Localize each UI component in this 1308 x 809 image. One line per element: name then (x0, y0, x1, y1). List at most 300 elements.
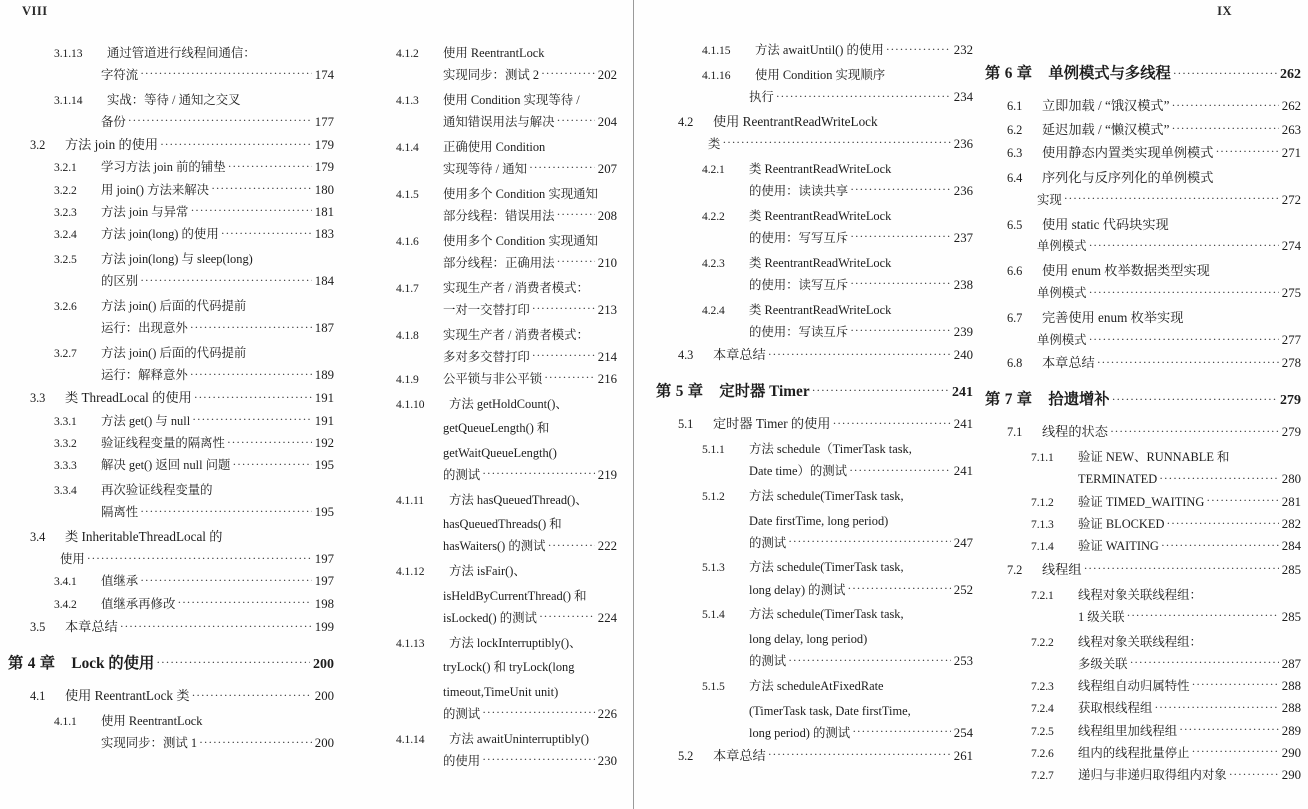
dot-leader (1215, 147, 1278, 160)
toc-entry[interactable] (350, 730, 617, 745)
dot-leader (557, 210, 595, 223)
toc-entry-number: 4.1.15 (702, 44, 731, 57)
toc-entry[interactable] (656, 254, 973, 269)
toc-entry-number: 7.2.7 (1031, 769, 1054, 783)
dot-leader (1126, 611, 1278, 624)
dot-leader (722, 138, 950, 151)
toc-column-1 (0, 44, 340, 777)
toc-entry[interactable] (8, 297, 334, 312)
toc-entry-number: 3.2.4 (54, 228, 77, 242)
toc-entry[interactable] (656, 440, 973, 455)
toc-entry[interactable] (985, 146, 1301, 160)
toc-entry-continuation[interactable] (656, 185, 973, 198)
toc-entry-title: 线程的状态 (1042, 424, 1108, 440)
toc-entry-continuation[interactable] (350, 210, 617, 223)
toc-entry-title-continued: 单例模式 (1037, 239, 1087, 254)
toc-entry-continuation[interactable] (656, 91, 973, 104)
toc-entry-continuation[interactable] (350, 683, 617, 698)
dot-leader (847, 584, 950, 597)
toc-entry-title: 方法 join 的使用 (65, 136, 159, 152)
toc-entry[interactable] (350, 491, 617, 506)
toc-entry[interactable] (350, 138, 617, 153)
toc-chapter-entry[interactable] (985, 392, 1301, 409)
dot-leader (255, 250, 331, 263)
dot-leader (529, 163, 595, 176)
dot-leader (194, 392, 312, 405)
toc-entry-continuation[interactable] (8, 69, 334, 82)
toc-entry[interactable] (985, 216, 1301, 231)
dot-leader (232, 459, 311, 472)
toc-entry[interactable] (8, 344, 334, 359)
page-number: 199 (314, 619, 334, 634)
page-number: 207 (597, 161, 617, 176)
page-number: 213 (597, 302, 617, 317)
toc-entry[interactable] (350, 634, 617, 649)
toc-entry-title: 使用 Condition 实现等待 / (443, 92, 580, 107)
toc-entry-number: 3.3.2 (54, 437, 77, 450)
toc-entry[interactable] (8, 482, 334, 497)
toc-entry[interactable] (985, 99, 1301, 113)
toc-entry[interactable] (350, 279, 617, 294)
toc-entry[interactable] (656, 417, 973, 431)
toc-column-2 (340, 44, 625, 777)
toc-entry-continuation[interactable] (985, 287, 1301, 300)
dot-leader (140, 575, 312, 588)
page-number: 279 (1280, 393, 1301, 409)
toc-entry-continuation[interactable] (656, 584, 973, 597)
dot-leader (913, 702, 970, 715)
toc-entry[interactable] (350, 232, 617, 247)
page-number: 184 (314, 274, 334, 289)
page-number: 253 (953, 654, 973, 669)
toc-entry[interactable] (8, 91, 334, 106)
toc-entry-continuation[interactable] (350, 351, 617, 364)
dot-leader (880, 113, 970, 126)
dot-leader (1171, 124, 1278, 137)
dot-leader (528, 563, 614, 576)
dot-leader (869, 631, 970, 644)
toc-entry[interactable] (985, 540, 1301, 553)
toc-entry-number: 4.2 (678, 114, 694, 129)
toc-entry[interactable] (656, 301, 973, 316)
page-number: 180 (314, 182, 334, 197)
toc-entry[interactable] (985, 633, 1301, 648)
toc-entry-continuation[interactable] (985, 240, 1301, 253)
dot-leader (849, 465, 951, 478)
dot-leader (1192, 680, 1279, 693)
toc-entry-number: 3.3.1 (54, 414, 77, 428)
toc-entry-number: 7.2.6 (1031, 746, 1054, 760)
dot-leader (258, 44, 331, 57)
toc-entry[interactable] (656, 749, 973, 763)
toc-entry[interactable] (656, 487, 973, 502)
page-number: 263 (1281, 122, 1301, 137)
toc-column-3 (634, 44, 979, 791)
toc-entry-continuation[interactable] (8, 506, 334, 519)
toc-entry-number: 3.2.1 (54, 161, 77, 175)
dot-leader (1229, 769, 1279, 782)
toc-entry-number: 4.1.2 (396, 46, 419, 60)
page-number: 280 (1281, 472, 1301, 487)
page-number: 239 (953, 324, 973, 339)
toc-entry[interactable] (985, 563, 1301, 577)
chapter-title: 拾遗增补 (1048, 391, 1110, 409)
toc-entry-continuation[interactable] (350, 587, 617, 602)
dot-leader (776, 91, 951, 104)
toc-entry-continuation[interactable] (985, 658, 1301, 671)
toc-entry-title: 类 InheritableThreadLocal 的 (65, 529, 223, 545)
toc-entry[interactable] (350, 185, 617, 200)
toc-entry-title-continued: timeout,TimeUnit unit) (443, 684, 559, 699)
toc-entry-continuation[interactable] (656, 279, 973, 292)
toc-entry[interactable] (350, 373, 617, 386)
toc-entry[interactable] (8, 712, 334, 727)
toc-entry[interactable] (985, 169, 1301, 184)
toc-entry-number: 3.1.14 (54, 93, 83, 107)
toc-entry[interactable] (8, 620, 334, 634)
page-number: 200 (313, 656, 334, 672)
page-number: 208 (597, 208, 617, 223)
dot-leader (852, 727, 951, 740)
folio-verso: VIII (22, 4, 48, 18)
toc-entry-title: 线程组 (1042, 561, 1082, 577)
toc-entry-continuation[interactable] (350, 116, 617, 129)
toc-entry-number: 5.1.3 (702, 561, 725, 575)
toc-entry-continuation[interactable] (350, 304, 617, 317)
toc-entry-title: 实战：等待 / 通知之交叉 (107, 92, 241, 107)
toc-entry-continuation[interactable] (350, 163, 617, 176)
toc-entry[interactable] (8, 44, 334, 59)
toc-entry-continuation[interactable] (656, 655, 973, 668)
chapter-label: 第 5 章 (656, 382, 704, 400)
dot-leader (887, 66, 970, 79)
toc-chapter-entry[interactable] (985, 66, 1301, 83)
dot-leader (850, 185, 951, 198)
dot-leader (1159, 473, 1279, 486)
page-number: 204 (597, 114, 617, 129)
page-number: 200 (314, 689, 334, 704)
dot-leader (1192, 747, 1279, 760)
toc-entry-continuation[interactable] (350, 420, 617, 435)
toc-entry[interactable] (8, 138, 334, 152)
toc-entry-title: 方法 isFair()、 (449, 564, 526, 579)
toc-entry-title: 验证 BLOCKED (1078, 517, 1165, 532)
toc-entry-continuation[interactable] (8, 275, 334, 288)
chapter-label: 第 7 章 (985, 391, 1033, 409)
dot-leader (547, 138, 614, 151)
toc-entry[interactable] (985, 356, 1301, 370)
toc-entry-title: 方法 schedule(TimerTask task, (749, 607, 904, 622)
toc-entry-continuation[interactable] (350, 516, 617, 531)
toc-entry-title-continued: 的区别 (101, 274, 139, 289)
toc-entry-title: 公平锁与非公平锁 (443, 371, 543, 386)
toc-entry-title: 使用 ReentrantReadWriteLock (713, 113, 878, 129)
toc-entry-number: 4.1.14 (396, 732, 425, 746)
toc-entry[interactable] (8, 184, 334, 197)
toc-entry-title-continued: 的测试 (443, 467, 481, 482)
toc-entry[interactable] (985, 702, 1301, 715)
toc-entry[interactable] (8, 161, 334, 174)
dot-leader (128, 116, 312, 129)
toc-entry[interactable] (985, 747, 1301, 760)
toc-entry-continuation[interactable] (8, 737, 334, 750)
toc-entry-continuation[interactable] (350, 708, 617, 721)
toc-entry-continuation[interactable] (656, 727, 973, 740)
toc-entry[interactable] (8, 689, 334, 703)
dot-leader (1161, 540, 1279, 553)
toc-entry[interactable] (8, 437, 334, 450)
toc-entry[interactable] (985, 496, 1301, 509)
dot-leader (1212, 263, 1298, 276)
toc-entry-number: 7.1.1 (1031, 451, 1054, 465)
toc-entry-continuation[interactable] (350, 69, 617, 82)
toc-entry[interactable] (985, 769, 1301, 782)
toc-entry[interactable] (8, 415, 334, 428)
toc-entry-number: 3.2.2 (54, 183, 77, 197)
toc-entry-number: 4.1.9 (396, 372, 419, 386)
toc-entry[interactable] (985, 263, 1301, 278)
toc-entry-continuation[interactable] (656, 232, 973, 245)
toc-entry-title: 序列化与反序列化的单例模式 (1042, 169, 1214, 185)
toc-entry-continuation[interactable] (350, 444, 617, 459)
dot-leader (87, 553, 312, 566)
page-number: 272 (1281, 192, 1301, 207)
toc-entry-title: 值继承再修改 (101, 596, 176, 611)
dot-leader (205, 712, 331, 725)
toc-entry-title-continued: getQueueLength() 和 (443, 421, 550, 436)
toc-entry[interactable] (8, 228, 334, 241)
dot-leader (1110, 426, 1279, 439)
toc-entry-title: 立即加载 / “饿汉模式” (1042, 98, 1170, 114)
toc-entry-title-continued: 通知错误用法与解决 (443, 114, 555, 129)
page-number: 200 (314, 736, 334, 751)
page-number: 237 (953, 230, 973, 245)
toc-entry[interactable] (656, 559, 973, 574)
toc-entry-title-continued: 单例模式 (1037, 333, 1087, 348)
toc-entry-continuation[interactable] (8, 322, 334, 335)
toc-entry-title: 使用 ReentrantLock (443, 45, 545, 60)
toc-entry[interactable] (656, 207, 973, 222)
toc-entry-title: 方法 hasQueuedThread()、 (449, 492, 588, 507)
toc-entry-title-continued: 的使用：读写互斥 (749, 277, 849, 292)
toc-entry-continuation[interactable] (656, 465, 973, 478)
toc-entry[interactable] (8, 391, 334, 405)
toc-entry-continuation[interactable] (656, 631, 973, 646)
toc-entry-title-continued: 备份 (101, 114, 126, 129)
dot-leader (1130, 658, 1279, 671)
page-number: 236 (953, 183, 973, 198)
toc-entry[interactable] (8, 598, 334, 611)
toc-entry-title-continued: Date time）的测试 (749, 464, 848, 479)
toc-entry[interactable] (350, 91, 617, 106)
dot-leader (548, 540, 595, 553)
toc-entry-title: 本章总结 (1042, 355, 1095, 371)
toc-entry[interactable] (985, 586, 1301, 601)
dot-leader (1097, 357, 1279, 370)
toc-entry[interactable] (8, 206, 334, 219)
toc-entry-number: 3.2.3 (54, 205, 77, 219)
page-recto (633, 0, 1308, 809)
toc-entry-title-continued: 单例模式 (1037, 286, 1087, 301)
toc-entry-title: 验证线程变量的隔离性 (101, 436, 225, 450)
toc-entry-title-continued: 字符流 (101, 67, 139, 82)
toc-entry-title-continued: 的使用 (443, 753, 481, 768)
page-number: 252 (953, 582, 973, 597)
toc-entry[interactable] (350, 326, 617, 341)
toc-chapter-entry[interactable] (8, 656, 334, 673)
toc-entry-number: 3.2.7 (54, 347, 77, 361)
dot-leader (1166, 518, 1278, 531)
page-number: 290 (1281, 768, 1301, 783)
toc-entry[interactable] (985, 449, 1301, 464)
toc-entry-title: 通过管道进行线程间通信： (107, 45, 256, 60)
toc-entry-continuation[interactable] (656, 138, 973, 151)
toc-entry-title-continued: hasQueuedThreads() 和 (443, 517, 562, 532)
toc-entry-title-continued: isLocked() 的测试 (443, 610, 537, 625)
toc-entry-title-continued: 实现等待 / 通知 (443, 161, 527, 176)
toc-entry-title: 验证 NEW、RUNNABLE 和 (1078, 450, 1230, 465)
toc-entry-title: 方法 schedule（TimerTask task, (749, 442, 912, 456)
toc-entry[interactable] (985, 725, 1301, 738)
toc-entry[interactable] (656, 113, 973, 128)
toc-entry[interactable] (8, 529, 334, 544)
toc-entry-title: 解决 get() 返回 null 问题 (101, 458, 231, 473)
toc-entry-title: 方法 join() 后面的代码提前 (101, 299, 247, 314)
toc-entry-continuation[interactable] (350, 257, 617, 270)
toc-entry[interactable] (656, 606, 973, 621)
toc-entry-title: 线程对象关联线程组： (1078, 634, 1202, 649)
dot-leader (893, 254, 970, 267)
dot-leader (768, 750, 951, 763)
chapter-title: 单例模式与多线程 (1048, 65, 1171, 82)
chapter-label: 第 4 章 (8, 654, 56, 672)
toc-entry-continuation[interactable] (656, 702, 973, 717)
toc-chapter-entry[interactable] (656, 384, 973, 401)
toc-entry-number: 5.1.1 (702, 443, 725, 456)
dot-leader (1089, 240, 1279, 253)
toc-entry-continuation[interactable] (985, 473, 1301, 486)
dot-leader (570, 395, 614, 408)
toc-entry[interactable] (656, 66, 973, 81)
page-number: 197 (314, 574, 334, 589)
toc-entry-title: 方法 lockInterruptibly()、 (449, 635, 582, 650)
toc-entry[interactable] (656, 348, 973, 362)
toc-columns-left (0, 44, 633, 777)
toc-entry-title: 使用静态内置类实现单例模式 (1042, 144, 1214, 160)
toc-entry-continuation[interactable] (350, 540, 617, 553)
toc-entry-title: 定时器 Timer 的使用 (713, 416, 831, 432)
toc-entry-number: 3.2 (30, 137, 46, 152)
dot-leader (583, 634, 614, 647)
toc-entry-number: 3.3.4 (54, 484, 77, 498)
toc-entry-title: 线程对象关联线程组： (1078, 587, 1202, 602)
toc-entry[interactable] (8, 575, 334, 588)
toc-entry[interactable] (985, 680, 1301, 693)
toc-entry[interactable] (350, 395, 617, 410)
page-number: 187 (314, 321, 334, 336)
toc-entry[interactable] (656, 44, 973, 57)
toc-entry[interactable] (350, 44, 617, 59)
toc-entry-number: 4.1.7 (396, 281, 419, 295)
toc-entry-title-continued: tryLock() 和 tryLock(long (443, 660, 575, 675)
toc-entry[interactable] (985, 518, 1301, 531)
page-number: 230 (597, 753, 617, 768)
toc-entry-title: 使用 ReentrantLock (101, 713, 203, 728)
toc-entry-continuation[interactable] (656, 512, 973, 527)
toc-entry[interactable] (985, 123, 1301, 137)
toc-entry-continuation[interactable] (350, 612, 617, 625)
page-number: 181 (314, 204, 334, 219)
toc-entry-continuation[interactable] (656, 326, 973, 339)
toc-entry[interactable] (8, 459, 334, 472)
dot-leader (560, 683, 614, 696)
toc-entry[interactable] (985, 425, 1301, 439)
toc-entry-number: 6.3 (1007, 145, 1023, 160)
toc-entry-continuation[interactable] (985, 611, 1301, 624)
toc-entry-number: 3.4.2 (54, 597, 77, 611)
page-number: 192 (314, 436, 334, 450)
dot-leader (190, 369, 312, 382)
page-number: 254 (953, 725, 973, 740)
dot-leader (199, 737, 312, 750)
toc-entry-continuation[interactable] (350, 659, 617, 674)
dot-leader (591, 730, 614, 743)
toc-entry-number: 4.2.4 (702, 303, 725, 317)
toc-entry-title: 类 ReentrantReadWriteLock (749, 302, 892, 317)
dot-leader (1089, 287, 1279, 300)
dot-leader (788, 655, 951, 668)
toc-entry[interactable] (350, 563, 617, 578)
toc-entry-continuation[interactable] (8, 553, 334, 566)
dot-leader (1179, 725, 1279, 738)
toc-entry-continuation[interactable] (985, 334, 1301, 347)
toc-entry-number: 4.1.8 (396, 328, 419, 342)
toc-entry-title: 方法 scheduleAtFixedRate (749, 678, 884, 693)
page-number: 197 (314, 552, 334, 567)
toc-entry-continuation[interactable] (8, 369, 334, 382)
dot-leader (914, 440, 970, 453)
page-number: 288 (1281, 701, 1301, 716)
dot-leader (192, 690, 312, 703)
dot-leader (482, 469, 595, 482)
toc-entry-number: 4.2.1 (702, 162, 725, 176)
toc-entry-continuation[interactable] (985, 194, 1301, 207)
toc-entry-continuation[interactable] (350, 469, 617, 482)
toc-entry-continuation[interactable] (656, 537, 973, 550)
toc-entry-title-continued: 执行 (749, 89, 774, 104)
page-number: 281 (1281, 494, 1301, 509)
dot-leader (1204, 586, 1298, 599)
toc-entry[interactable] (985, 310, 1301, 325)
toc-entry-continuation[interactable] (350, 755, 617, 768)
dot-leader (1206, 496, 1279, 509)
toc-entry-title-continued: 的使用：写读互斥 (749, 324, 849, 339)
dot-leader (886, 677, 970, 690)
dot-leader (1154, 702, 1278, 715)
toc-entry[interactable] (8, 250, 334, 265)
page-number: 232 (953, 43, 973, 57)
toc-entry-continuation[interactable] (8, 116, 334, 129)
page-number: 189 (314, 368, 334, 383)
page-number: 191 (314, 391, 334, 406)
toc-entry-number: 4.1.5 (396, 187, 419, 201)
page-number: 177 (314, 114, 334, 129)
dot-leader (768, 349, 951, 362)
toc-entry[interactable] (656, 160, 973, 175)
page-number: 219 (597, 467, 617, 482)
toc-entry[interactable] (656, 677, 973, 692)
toc-entry-title: 实现生产者 / 消费者模式： (443, 280, 589, 295)
